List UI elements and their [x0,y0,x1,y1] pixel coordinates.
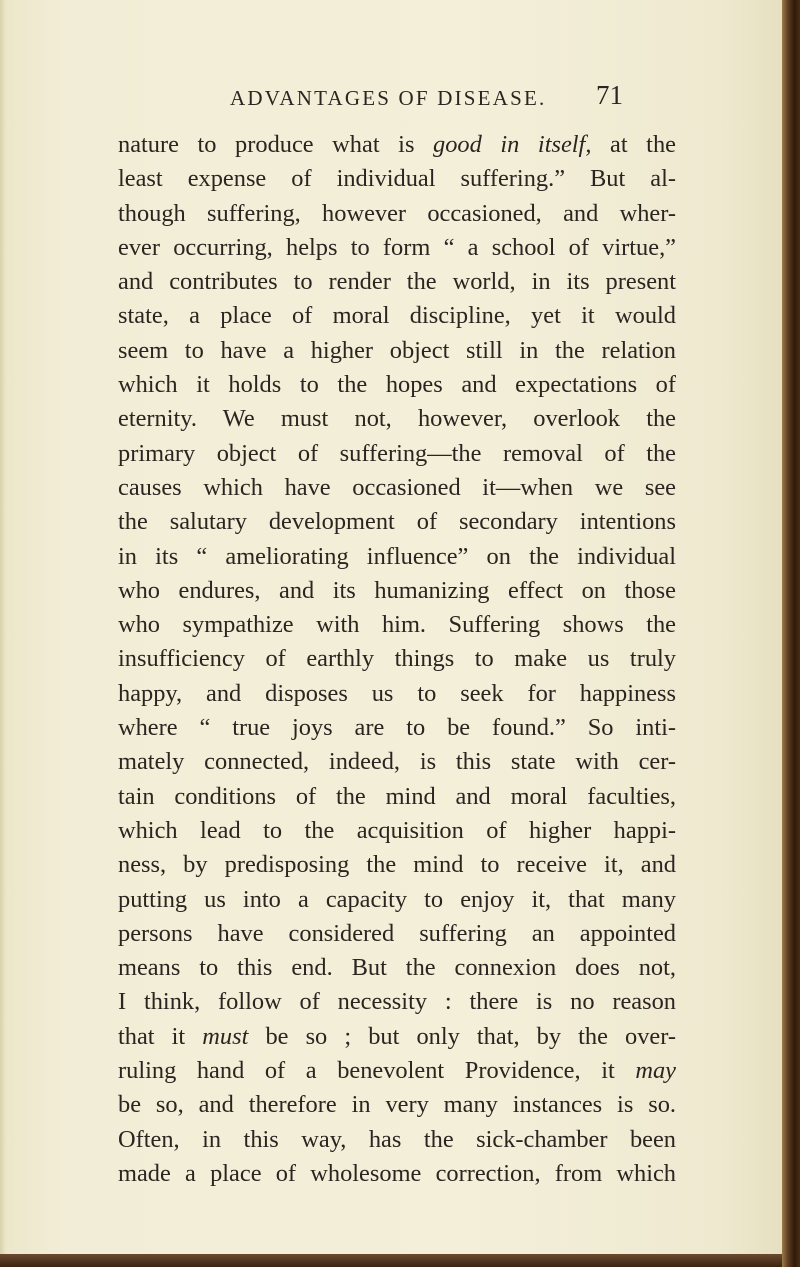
book-spine-edge [782,0,800,1267]
text-segment: ruling hand of a benevolent Providence, it [118,1057,636,1085]
text-segment: who endures, and its humanizing effect on those [118,576,676,604]
page-number: 71 [596,80,623,110]
text-line [118,574,676,608]
text-line [118,1054,676,1088]
text-line [118,334,676,368]
text-line [118,1088,676,1122]
italic-text: may [635,1057,676,1085]
text-line [118,540,676,574]
text-line [118,917,676,951]
text-line [118,162,676,196]
text-segment: and contributes to render the world, in its present [118,268,676,296]
text-line [118,1123,676,1157]
text-line [118,1020,676,1054]
text-segment: Often, in this way, has the sick-chamber been [118,1125,676,1153]
text-segment: that it [118,1022,203,1050]
text-segment: be so, and therefore in very many instances is so. [118,1091,676,1119]
italic-text: good in itself, [433,131,592,158]
text-line [118,883,676,917]
text-line [118,848,676,882]
text-line [118,642,676,676]
text-segment: ever occurring, helps to form “ a school of virtue,” [118,233,676,261]
text-segment: primary object of suffering—the removal of the [118,439,676,467]
text-line [118,985,676,1019]
text-segment: eternity. We must not, however, overlook the [118,405,676,433]
page-bottom-edge [0,1254,782,1267]
text-segment: persons have considered suffering an appointed [118,919,676,947]
text-line [118,128,676,162]
text-segment: which lead to the acquisition of higher happi- [118,816,676,844]
text-segment: happy, and disposes us to seek for happiness [118,679,676,707]
text-line [118,814,676,848]
text-segment: where “ true joys are to be found.” So inti- [118,714,676,742]
italic-text: must [202,1022,249,1050]
text-line [118,780,676,814]
text-segment: least expense of individual suffering.” But al- [118,165,676,193]
running-head: ADVANTAGES OF DISEASE. [230,86,547,110]
text-line [118,368,676,402]
text-segment: state, a place of moral discipline, yet it would [118,302,676,330]
text-segment: causes which have occasioned it—when we see [118,473,676,501]
text-segment: in its “ ameliorating influence” on the individual [118,542,676,570]
text-segment: be so ; but only that, by the over- [248,1022,676,1050]
body-text [118,128,676,1191]
text-line [118,1157,676,1191]
text-segment: which it holds to the hopes and expectations of [118,371,676,399]
text-segment: made a place of wholesome correction, from which [118,1159,676,1187]
text-line [118,402,676,436]
text-line [118,608,676,642]
text-line [118,745,676,779]
page-gutter-shadow [0,0,6,1267]
text-segment: mately connected, indeed, is this state with cer- [118,748,676,776]
text-segment: insufficiency of earthly things to make us truly [118,645,676,673]
text-line [118,231,676,265]
text-line [118,711,676,745]
text-line [118,677,676,711]
text-segment: means to this end. But the connexion does not, [118,954,676,982]
text-segment: nature to produce what is [118,131,434,158]
text-line [118,265,676,299]
text-line [118,471,676,505]
text-segment: though suffering, however occasioned, and wher- [118,199,676,227]
text-segment: at the [591,131,676,158]
text-segment: putting us into a capacity to enjoy it, that many [118,885,676,913]
text-segment: ness, by predisposing the mind to receive it, and [118,851,676,879]
text-line [118,505,676,539]
text-segment: who sympathize with him. Suffering shows the [118,611,676,639]
text-segment: seem to have a higher object still in the relation [118,336,676,364]
text-line [118,197,676,231]
text-segment: the salutary development of secondary intentions [118,508,676,536]
text-line [118,437,676,471]
text-line [118,299,676,333]
text-line [118,951,676,985]
text-segment: I think, follow of necessity : there is no reason [118,988,676,1016]
text-segment: tain conditions of the mind and moral faculties, [118,782,676,810]
